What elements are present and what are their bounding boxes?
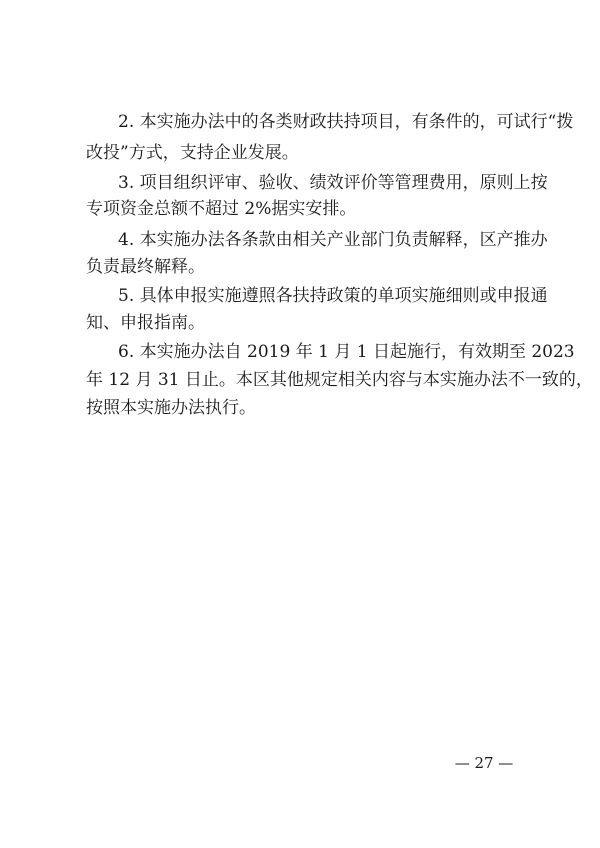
paragraph-line: 3. 项目组织评审、验收、绩效评价等管理费用，原则上按 xyxy=(118,173,548,193)
paragraph-line: 专项资金总额不超过 2%据实安排。 xyxy=(86,199,357,219)
paragraph-line: 负责最终解释。 xyxy=(86,257,205,277)
page-number: — 27 — xyxy=(454,754,514,772)
paragraph-line: 4. 本实施办法各条款由相关产业部门负责解释，区产推办 xyxy=(118,230,548,250)
paragraph-line: 知、申报指南。 xyxy=(86,313,205,333)
paragraph-line: 2. 本实施办法中的各类财政扶持项目，有条件的，可试行“拨 xyxy=(118,112,574,132)
paragraph-line: 5. 具体申报实施遵照各扶持政策的单项实施细则或申报通 xyxy=(118,286,548,306)
paragraph-line: 年 12 月 31 日止。本区其他规定相关内容与本实施办法不一致的， xyxy=(86,370,593,390)
paragraph-line: 按照本实施办法执行。 xyxy=(86,398,256,418)
paragraph-line: 6. 本实施办法自 2019 年 1 月 1 日起施行，有效期至 2023 xyxy=(118,342,575,362)
paragraph-line: 改投”方式，支持企业发展。 xyxy=(86,143,299,163)
